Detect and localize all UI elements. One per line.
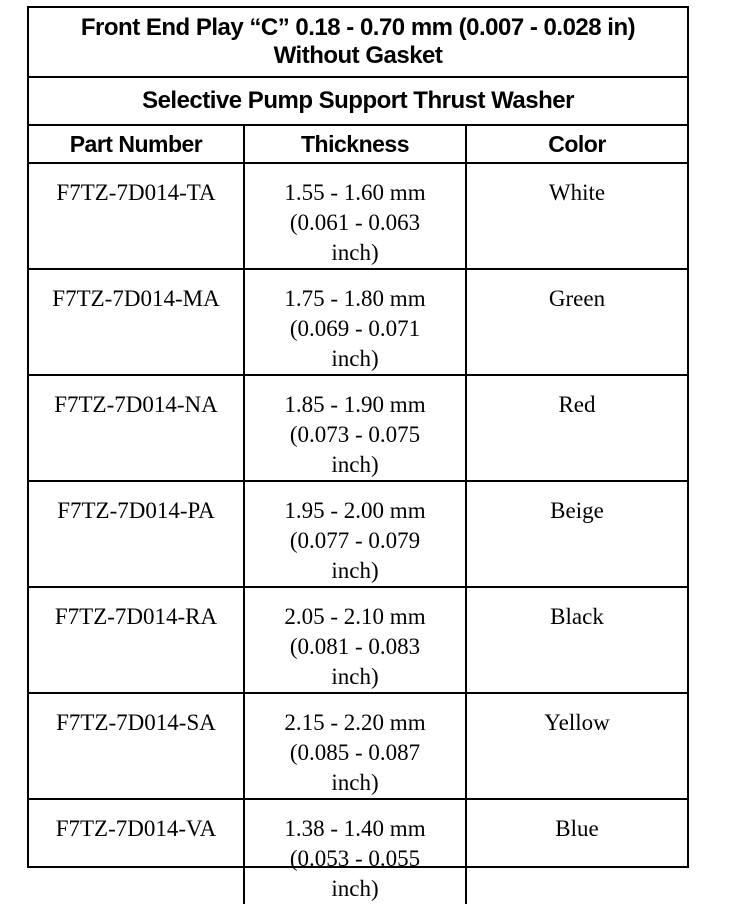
thrust-washer-table xyxy=(27,6,689,901)
color-cell: White xyxy=(466,163,687,269)
part-number-cell: F7TZ-7D014-NA xyxy=(29,375,244,481)
table-row xyxy=(29,799,687,904)
part-number-cell: F7TZ-7D014-VA xyxy=(29,799,244,904)
thickness-inch: (0.053 - 0.055 xyxy=(289,846,421,871)
part-number-cell: F7TZ-7D014-RA xyxy=(29,587,244,693)
color-cell: Red xyxy=(466,375,687,481)
thickness-inch: (0.073 - 0.075 xyxy=(289,422,421,447)
color-cell: Black xyxy=(466,587,687,693)
thickness-unit: inch) xyxy=(331,664,379,689)
header-thickness: Thickness xyxy=(244,126,466,163)
table-row xyxy=(29,269,687,375)
thickness-mm: 1.38 - 1.40 mm xyxy=(284,816,426,841)
part-number-cell: F7TZ-7D014-TA xyxy=(29,163,244,269)
part-number-cell: F7TZ-7D014-SA xyxy=(29,693,244,799)
table-row xyxy=(29,587,687,693)
table-subtitle: Selective Pump Support Thrust Washer xyxy=(29,78,687,126)
color-cell: Beige xyxy=(466,481,687,587)
thickness-mm: 2.15 - 2.20 mm xyxy=(284,710,426,735)
thickness-cell xyxy=(244,269,466,375)
thickness-cell xyxy=(244,693,466,799)
thickness-cell xyxy=(244,587,466,693)
color-cell: Yellow xyxy=(466,693,687,799)
thickness-inch: (0.081 - 0.083 xyxy=(289,634,421,659)
thickness-unit: inch) xyxy=(331,558,379,583)
thickness-inch: (0.069 - 0.071 xyxy=(289,316,421,341)
thickness-mm: 1.75 - 1.80 mm xyxy=(284,286,426,311)
table-title: Front End Play “C” 0.18 - 0.70 mm (0.007 - 0.028 in) Without Gasket xyxy=(29,8,687,78)
header-row xyxy=(29,126,687,163)
thickness-mm: 1.55 - 1.60 mm xyxy=(284,180,426,205)
thickness-cell xyxy=(244,799,466,904)
thickness-unit: inch) xyxy=(331,240,379,265)
washer-spec-table xyxy=(29,126,687,904)
table-row xyxy=(29,163,687,269)
thickness-unit: inch) xyxy=(331,770,379,795)
thickness-inch: (0.085 - 0.087 xyxy=(289,740,421,765)
table-row xyxy=(29,481,687,587)
header-part-number: Part Number xyxy=(29,126,244,163)
thickness-mm: 1.85 - 1.90 mm xyxy=(284,392,426,417)
thickness-unit: inch) xyxy=(331,346,379,371)
thickness-inch: (0.077 - 0.079 xyxy=(289,528,421,553)
table-row xyxy=(29,693,687,799)
thickness-unit: inch) xyxy=(331,452,379,477)
thickness-cell xyxy=(244,163,466,269)
color-cell: Blue xyxy=(555,816,599,841)
thickness-mm: 1.95 - 2.00 mm xyxy=(284,498,426,523)
thickness-mm: 2.05 - 2.10 mm xyxy=(284,604,426,629)
table-row xyxy=(29,375,687,481)
part-number-cell: F7TZ-7D014-MA xyxy=(29,269,244,375)
part-number-cell: F7TZ-7D014-PA xyxy=(29,481,244,587)
header-color: Color xyxy=(466,126,687,163)
color-cell: Green xyxy=(466,269,687,375)
thickness-cell xyxy=(244,481,466,587)
thickness-unit: inch) xyxy=(331,876,379,901)
thickness-cell xyxy=(244,375,466,481)
thickness-inch: (0.061 - 0.063 xyxy=(289,210,421,235)
